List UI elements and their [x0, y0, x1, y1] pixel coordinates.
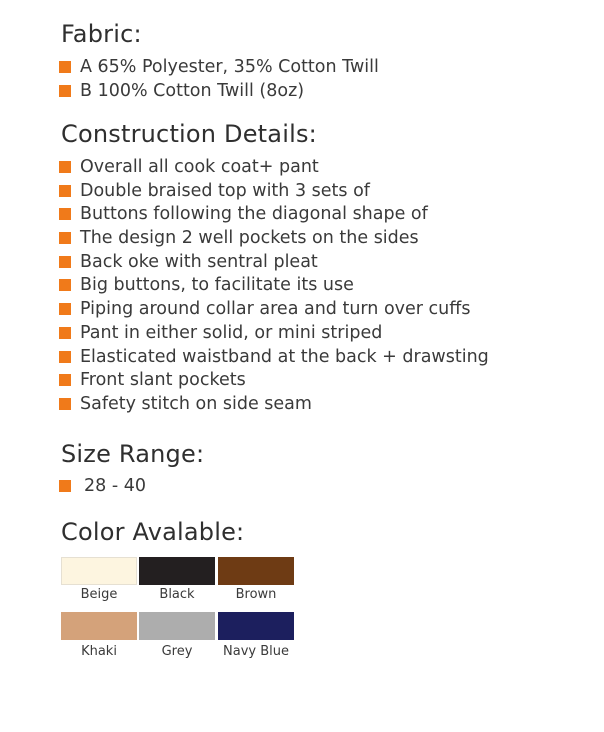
square-bullet-icon: [59, 303, 71, 315]
square-bullet-icon: [59, 61, 71, 73]
square-bullet-icon: [59, 327, 71, 339]
color-label: Black: [159, 587, 195, 602]
color-label: Navy Blue: [223, 644, 289, 659]
square-bullet-icon: [59, 232, 71, 244]
color-swatch-navy-blue: [218, 612, 294, 640]
construction-heading: Construction Details:: [61, 120, 317, 148]
square-bullet-icon: [59, 374, 71, 386]
square-bullet-icon: [59, 398, 71, 410]
color-available-heading: Color Avalable:: [61, 518, 245, 546]
color-swatch-khaki: [61, 612, 137, 640]
color-swatch-beige: [61, 557, 137, 585]
square-bullet-icon: [59, 85, 71, 97]
color-label: Beige: [80, 587, 118, 602]
product-spec-sheet: Fabric: A 65% Polyester, 35% Cotton Twill B 100% Cotton Twill (8oz) Construction Details: Overall all cook coat+ pant Double braised top with 3 sets of Buttons following the diagonal shape of The design 2 well pockets on the sides Back oke with sentral pleat Big buttons, to facilitate its use Piping around collar area and turn over cuffs Pant in either solid, or mini striped Elasticated waistband at the back + drawsting Front slant pockets Safety stitch on side seam Size Range: 28 - 40 Color Avalable: Beige Black Brown Khaki Grey Navy Blue: [61, 20, 489, 659]
square-bullet-icon: [59, 279, 71, 291]
color-swatch-brown: [218, 557, 294, 585]
square-bullet-icon: [59, 256, 71, 268]
square-bullet-icon: [59, 208, 71, 220]
square-bullet-icon: [59, 185, 71, 197]
color-swatch-grey: [139, 612, 215, 640]
square-bullet-icon: [59, 480, 71, 492]
fabric-heading: Fabric:: [61, 20, 142, 48]
color-swatch-black: [139, 557, 215, 585]
color-label: Khaki: [81, 644, 117, 659]
size-range-heading: Size Range:: [61, 440, 205, 468]
color-label: Brown: [235, 587, 277, 602]
color-label: Grey: [161, 644, 193, 659]
square-bullet-icon: [59, 351, 71, 363]
square-bullet-icon: [59, 161, 71, 173]
